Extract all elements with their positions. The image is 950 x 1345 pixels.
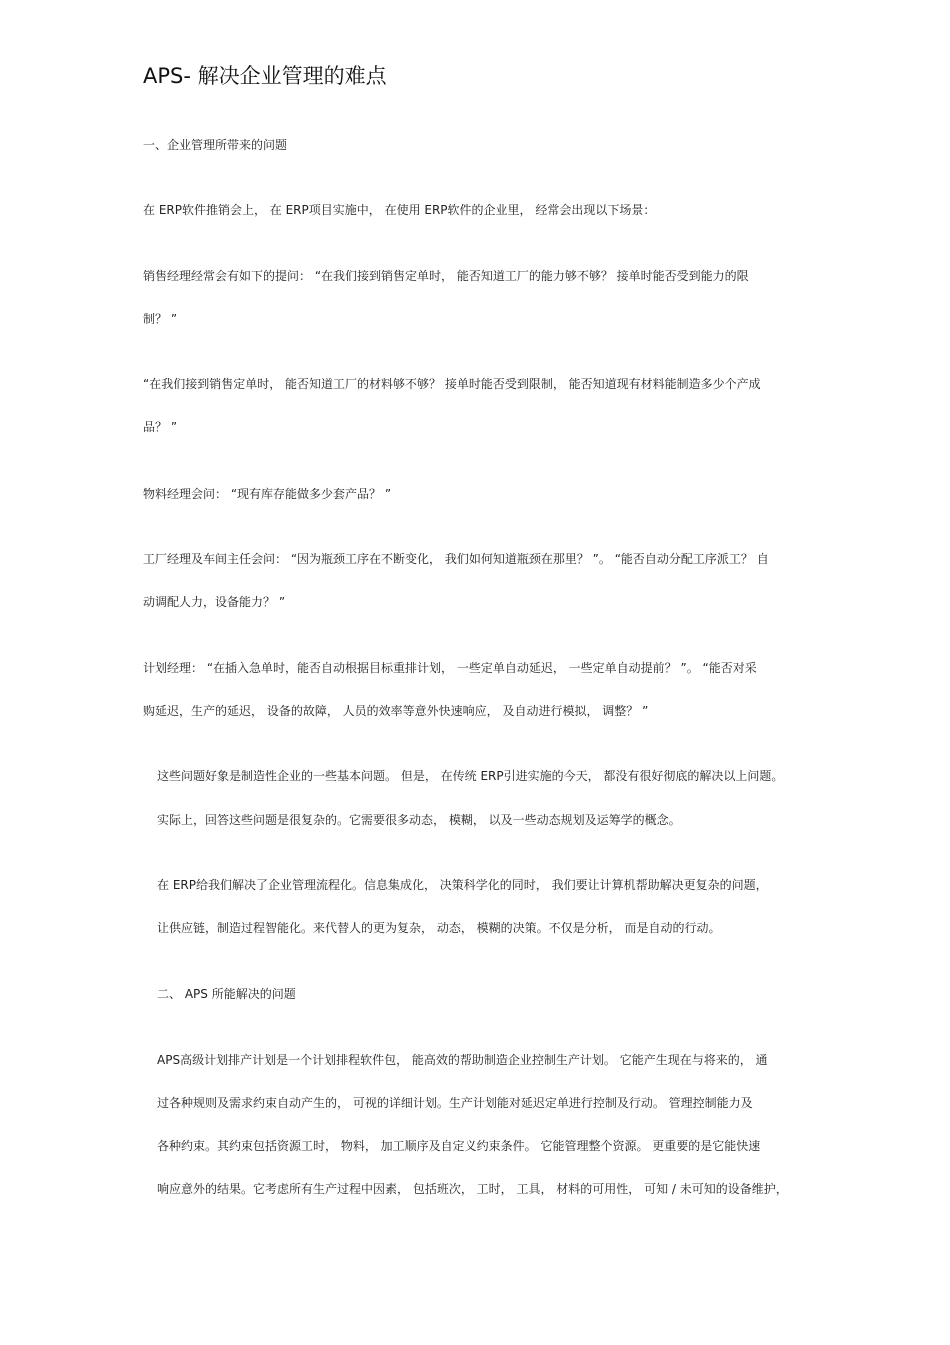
paragraph-line: 工厂经理及车间主任会问： “因为瓶颈工序在不断变化， 我们如何知道瓶颈在那里？ ”。 “能否自动分配工序派工？ 自: [143, 552, 769, 566]
paragraph-line: 实际上，回答这些问题是很复杂的。它需要很多动态， 模糊， 以及一些动态规划及运筹学的概念。: [157, 813, 681, 827]
paragraph-line: 制？ ”: [143, 312, 178, 326]
paragraph-line: 在 ERP软件推销会上， 在 ERP项目实施中， 在使用 ERP软件的企业里， 经常会出现以下场景：: [143, 203, 656, 217]
paragraph-line: 品？ ”: [143, 420, 178, 434]
paragraph-line: 购延迟，生产的延迟， 设备的故障， 人员的效率等意外快速响应， 及自动进行模拟， 调整？ ”: [143, 704, 649, 718]
paragraph-line: 让供应链，制造过程智能化。来代替人的更为复杂， 动态， 模糊的决策。不仅是分析， 而是自动的行动。: [157, 921, 721, 935]
section-2-heading: 二、 APS 所能解决的问题: [157, 987, 296, 1001]
paragraph-line: 在 ERP给我们解决了企业管理流程化。信息集成化， 决策科学化的同时， 我们要让计算机帮助解决更复杂的问题，: [157, 878, 768, 892]
section-1-heading: 一、企业管理所带来的问题: [143, 138, 288, 152]
paragraph-line: 动调配人力，设备能力？ ”: [143, 595, 286, 609]
paragraph-line: 销售经理经常会有如下的提问： “在我们接到销售定单时， 能否知道工厂的能力够不够？ 接单时能否受到能力的限: [143, 269, 749, 283]
paragraph-line: 物料经理会问： “现有库存能做多少套产品？ ”: [143, 487, 392, 501]
paragraph-line: 这些问题好象是制造性企业的一些基本问题。 但是， 在传统 ERP引进实施的今天， 都没有很好彻底的解决以上问题。: [157, 769, 784, 783]
paragraph-line: 响应意外的结果。它考虑所有生产过程中因素， 包括班次， 工时， 工具， 材料的可用性， 可知 / 未可知的设备维护，: [157, 1182, 788, 1196]
paragraph-line: APS高级计划排产计划是一个计划排程软件包， 能高效的帮助制造企业控制生产计划。 它能产生现在与将来的， 通: [157, 1053, 768, 1067]
page-title: APS- 解决企业管理的难点: [143, 64, 387, 88]
paragraph-line: 过各种规则及需求约束自动产生的， 可视的详细计划。生产计划能对延迟定单进行控制及行动。 管理控制能力及: [157, 1096, 753, 1110]
paragraph-line: 各种约束。其约束包括资源工时， 物料， 加工顺序及自定义约束条件。 它能管理整个资源。 更重要的是它能快速: [157, 1139, 761, 1153]
paragraph-line: “在我们接到销售定单时， 能否知道工厂的材料够不够？ 接单时能否受到限制， 能否知道现有材料能制造多少个产成: [143, 377, 761, 391]
paragraph-line: 计划经理： “在插入急单时，能否自动根据目标重排计划， 一些定单自动延迟， 一些定单自动提前？ ”。 “能否对采: [143, 661, 757, 675]
